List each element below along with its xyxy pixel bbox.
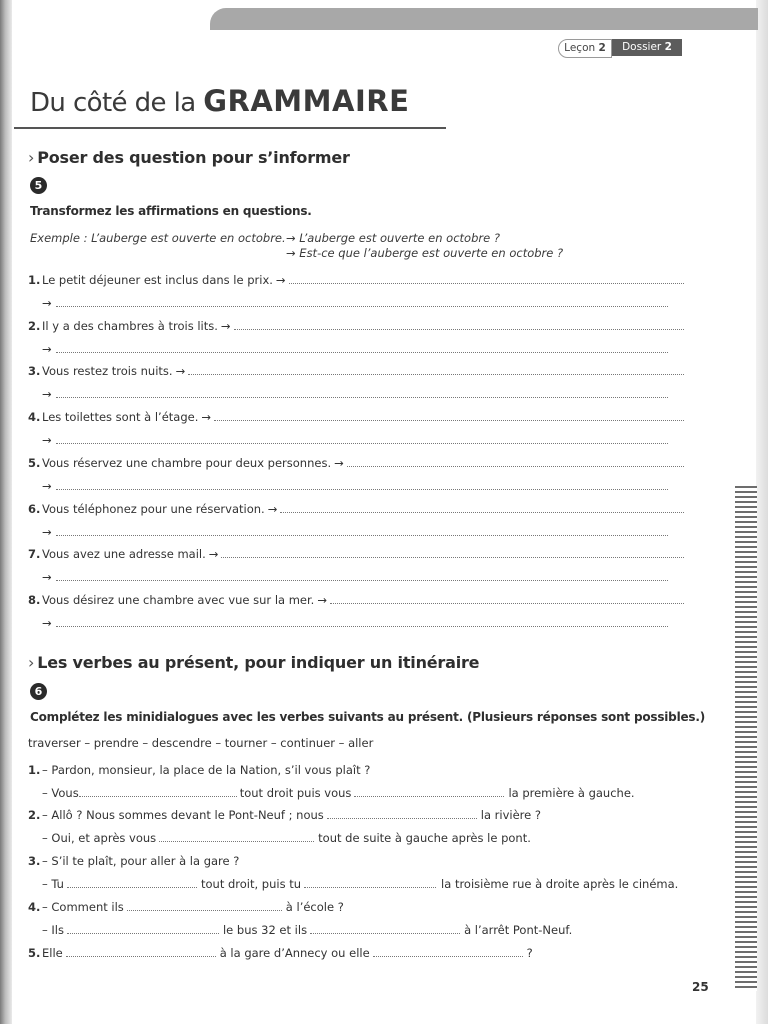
page-edge-tick-marks xyxy=(735,486,757,991)
item-statement: Il y a des chambres à trois lits. xyxy=(42,319,218,333)
answer-blank[interactable] xyxy=(127,900,282,911)
exercise-item xyxy=(28,410,684,424)
answer-blank[interactable] xyxy=(79,786,237,797)
dialogue-line: 5. Elle à la gare d’Annecy ou elle ? xyxy=(28,946,533,960)
exercise-item xyxy=(28,502,684,516)
answer-blank[interactable] xyxy=(289,273,684,284)
item-statement: Vous restez trois nuits. xyxy=(42,364,173,378)
example-answer-2: → Est-ce que l’auberge est ouverte en octobre ? xyxy=(286,246,564,260)
arrow-icon: → xyxy=(42,570,52,584)
page-edge-shadow xyxy=(756,0,768,1024)
chevron-right-icon: › xyxy=(28,148,35,167)
arrow-icon: → xyxy=(42,525,52,539)
page-title: Du côté de la GRAMMAIRE xyxy=(30,84,410,118)
dialogue-line: 1. – Pardon, monsieur, la place de la Nation, s’il vous plaît ? xyxy=(28,763,371,777)
example-answer-1: → L’auberge est ouverte en octobre ? xyxy=(286,231,500,245)
item-number: 7. xyxy=(28,547,41,561)
answer-blank[interactable] xyxy=(347,456,684,467)
item-number: 2. xyxy=(28,319,41,333)
exercise-item xyxy=(28,319,684,333)
arrow-icon: → xyxy=(42,387,52,401)
arrow-icon: → xyxy=(42,479,52,493)
answer-blank[interactable] xyxy=(56,342,668,353)
dossier-tag: Dossier 2 xyxy=(612,39,682,56)
section-heading-questions: › Poser des question pour s’informer xyxy=(28,148,350,167)
answer-blank[interactable] xyxy=(56,570,668,581)
arrow-icon: → xyxy=(220,319,231,333)
arrow-icon: → xyxy=(334,456,344,470)
item-number: 4. xyxy=(28,410,41,424)
arrow-icon: → xyxy=(286,246,296,260)
answer-blank[interactable] xyxy=(214,410,684,421)
dialogue-line: 4. – Comment ils à l’école ? xyxy=(28,900,344,914)
dialogue-line: 3. – S’il te plaît, pour aller à la gare ? xyxy=(28,854,240,868)
exercise-item-answer-line xyxy=(42,479,668,493)
exercise-item xyxy=(28,273,684,287)
arrow-icon: → xyxy=(42,296,52,310)
page-binding-shadow xyxy=(0,0,12,1024)
answer-blank[interactable] xyxy=(354,786,504,797)
answer-blank[interactable] xyxy=(310,923,460,934)
dialogue-line: 2. – Allô ? Nous sommes devant le Pont-Neuf ; nous la rivière ? xyxy=(28,808,541,822)
answer-blank[interactable] xyxy=(56,616,668,627)
arrow-icon: → xyxy=(42,342,52,356)
answer-blank[interactable] xyxy=(304,877,436,888)
dialogue-line: – Ils le bus 32 et ils à l’arrêt Pont-Neuf. xyxy=(42,923,573,937)
item-statement: Vous téléphonez pour une réservation. xyxy=(42,502,265,516)
answer-blank[interactable] xyxy=(56,433,668,444)
item-statement: Le petit déjeuner est inclus dans le prix. xyxy=(42,273,273,287)
verb-list: traverser – prendre – descendre – tourner – continuer – aller xyxy=(28,736,374,750)
answer-blank[interactable] xyxy=(159,831,314,842)
exercise-item xyxy=(28,593,684,607)
answer-blank[interactable] xyxy=(56,525,668,536)
arrow-icon: → xyxy=(175,364,186,378)
arrow-icon: → xyxy=(275,273,286,287)
answer-blank[interactable] xyxy=(221,547,684,558)
section-heading-verbs: › Les verbes au présent, pour indiquer un itinéraire xyxy=(28,653,480,672)
chevron-right-icon: › xyxy=(28,653,35,672)
answer-blank[interactable] xyxy=(330,593,684,604)
exercise-number-badge: 5 xyxy=(30,177,47,194)
answer-blank[interactable] xyxy=(56,479,668,490)
title-underline xyxy=(14,127,446,129)
dialogue-line: – Vous tout droit puis vous la première à gauche. xyxy=(42,786,635,800)
item-statement: Les toilettes sont à l’étage. xyxy=(42,410,199,424)
answer-blank[interactable] xyxy=(67,923,219,934)
item-number: 6. xyxy=(28,502,41,516)
example-sentence: Exemple : L’auberge est ouverte en octobre. xyxy=(30,231,286,245)
exercise-item-answer-line xyxy=(42,433,668,447)
exercise-instruction: Complétez les minidialogues avec les verbes suivants au présent. (Plusieurs réponses sont possibles.) xyxy=(30,710,706,724)
exercise-number-badge: 6 xyxy=(30,683,47,700)
exercise-item xyxy=(28,364,684,378)
item-number: 5. xyxy=(28,456,41,470)
answer-blank[interactable] xyxy=(56,387,668,398)
arrow-icon: → xyxy=(267,502,278,516)
answer-blank[interactable] xyxy=(234,319,684,330)
answer-blank[interactable] xyxy=(67,877,197,888)
answer-blank[interactable] xyxy=(66,946,216,957)
answer-blank[interactable] xyxy=(188,364,684,375)
arrow-icon: → xyxy=(42,433,52,447)
item-statement: Vous avez une adresse mail. xyxy=(42,547,206,561)
arrow-icon: → xyxy=(317,593,327,607)
arrow-icon: → xyxy=(208,547,219,561)
answer-blank[interactable] xyxy=(327,808,477,819)
dialogue-line: – Tu tout droit, puis tu la troisième rue à droite après le cinéma. xyxy=(42,877,679,891)
answer-blank[interactable] xyxy=(373,946,523,957)
exercise-item-answer-line xyxy=(42,342,668,356)
arrow-icon: → xyxy=(42,616,52,630)
arrow-icon: → xyxy=(201,410,212,424)
item-number: 1. xyxy=(28,273,41,287)
page-number: 25 xyxy=(692,980,709,994)
item-statement: Vous désirez une chambre avec vue sur la mer. xyxy=(42,593,315,607)
dialogue-line: – Oui, et après vous tout de suite à gauche après le pont. xyxy=(42,831,531,845)
header-band xyxy=(210,8,758,30)
item-number: 8. xyxy=(28,593,41,607)
lecon-tag: Leçon 2 xyxy=(558,39,612,58)
item-number: 3. xyxy=(28,364,41,378)
exercise-item xyxy=(28,547,684,561)
item-statement: Vous réservez une chambre pour deux personnes. xyxy=(42,456,332,470)
exercise-instruction: Transformez les affirmations en questions. xyxy=(30,204,312,218)
exercise-item-answer-line xyxy=(42,296,668,310)
answer-blank[interactable] xyxy=(56,296,668,307)
arrow-icon: → xyxy=(286,231,296,245)
exercise-item-answer-line xyxy=(42,525,668,539)
exercise-item xyxy=(28,456,684,470)
exercise-item-answer-line xyxy=(42,616,668,630)
exercise-item-answer-line xyxy=(42,387,668,401)
answer-blank[interactable] xyxy=(280,502,684,513)
exercise-item-answer-line xyxy=(42,570,668,584)
